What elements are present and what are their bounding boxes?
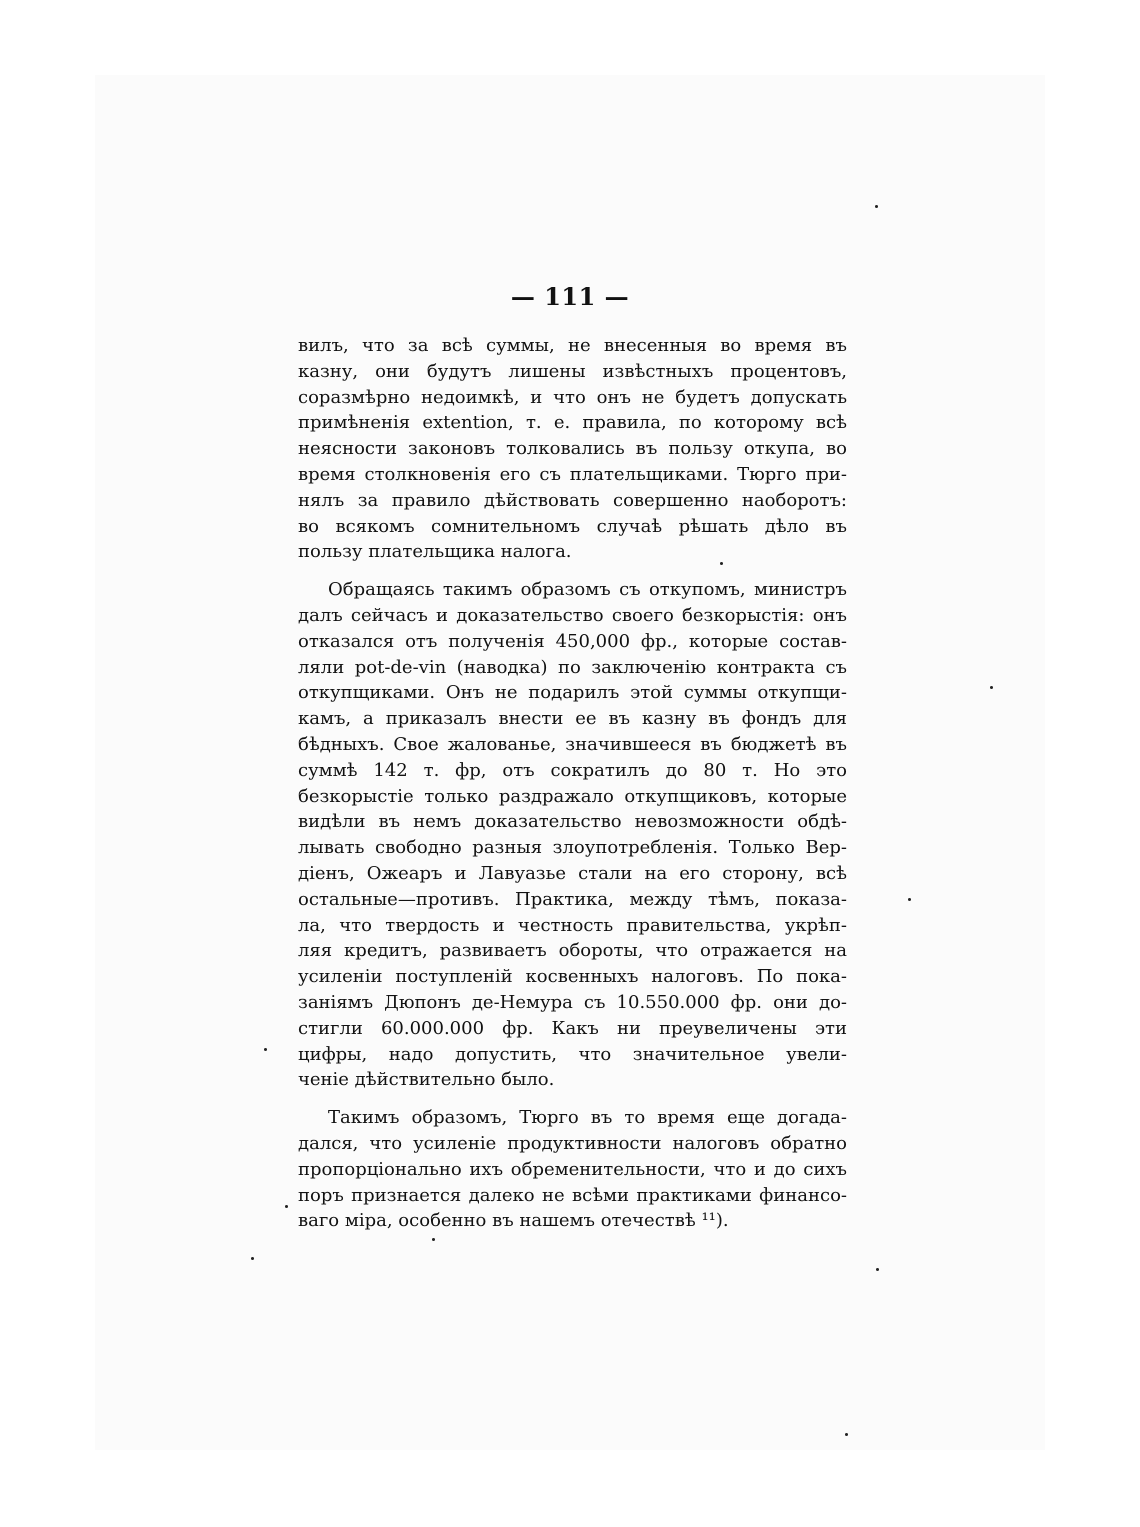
text-line: Такимъ образомъ, Тюрго въ то время еще догада-: [328, 1107, 847, 1129]
text-line: неясности законовъ толковались въ пользу откупа, во: [298, 438, 847, 460]
scan-speck: [251, 1257, 254, 1260]
text-line: бѣдныхъ. Свое жалованье, значившееся въ бюджетѣ въ: [298, 733, 847, 755]
text-line: откупщиками. Онъ не подарилъ этой суммы откупщи-: [298, 682, 847, 704]
text-line: соразмѣрно недоимкѣ, и что онъ не будетъ допускать: [298, 386, 847, 408]
text-line: далъ сейчасъ и доказательство своего безкорыстія: онъ: [298, 604, 847, 626]
scan-speck: [432, 1238, 435, 1241]
text-line: нялъ за правило дѣйствовать совершенно наоборотъ:: [298, 489, 847, 511]
scan-speck: [875, 205, 878, 208]
text-line: занiямъ Дюпонъ де-Немура съ 10.550.000 фр. они до-: [298, 991, 847, 1013]
text-line: дался, что усиленіе продуктивности налоговъ обратно: [298, 1132, 847, 1154]
text-line: ляя кредитъ, развиваетъ обороты, что отражается на: [298, 940, 847, 962]
scan-speck: [845, 1433, 848, 1436]
text-line: усиленіи поступленій косвенныхъ налоговъ. По пока-: [298, 966, 847, 988]
text-line: суммѣ 142 т. фр, отъ сократилъ до 80 т. Но это: [298, 759, 847, 781]
paragraph-2: [298, 577, 847, 1093]
text-line: пользу плательщика налога.: [298, 541, 572, 563]
text-line: видѣли въ немъ доказательство невозможности обдѣ-: [298, 811, 847, 833]
text-line: отказался отъ полученія 450,000 фр., которые состав-: [298, 630, 847, 652]
text-line: поръ признается далеко не всѣми практиками финансо-: [298, 1184, 847, 1206]
text-line: безкорыстіе только раздражало откупщиковъ, которые: [298, 785, 847, 807]
text-line: стигли 60.000.000 фр. Какъ ни преувеличены эти: [298, 1017, 847, 1039]
text-line: время столкновенія его съ плательщиками. Тюрго при-: [298, 463, 847, 485]
scan-speck: [285, 1205, 288, 1208]
text-line: ваго міра, особенно въ нашемъ отечествѣ ¹¹).: [298, 1210, 729, 1232]
text-line: цифры, надо допустить, что значительное увели-: [298, 1043, 847, 1065]
text-line: діенъ, Ожеаръ и Лавуазье стали на его сторону, всѣ: [298, 862, 847, 884]
text-line: камъ, а приказалъ внести ее въ казну въ фондъ для: [298, 708, 847, 730]
text-line: ла, что твердость и честность правительства, укрѣп-: [298, 914, 847, 936]
text-line: остальные—противъ. Практика, между тѣмъ, показа-: [298, 888, 847, 910]
scan-speck: [264, 1048, 267, 1051]
text-line: казну, они будутъ лишены извѣстныхъ процентовъ,: [298, 360, 847, 382]
body-text: [298, 333, 847, 1246]
scan-speck: [908, 898, 911, 901]
page-number: — 111 —: [510, 282, 630, 311]
scan-speck: [990, 686, 993, 689]
text-line: Обращаясь такимъ образомъ съ откупомъ, министръ: [328, 579, 847, 601]
text-line: пропорціонально ихъ обременительности, что и до сихъ: [298, 1158, 847, 1180]
paragraph-1: [298, 333, 847, 565]
text-line: во всякомъ сомнительномъ случаѣ рѣшать дѣло въ: [298, 515, 847, 537]
scan-speck: [720, 562, 723, 565]
scan-speck: [876, 1268, 879, 1271]
text-line: вилъ, что за всѣ суммы, не внесенныя во время въ: [298, 335, 847, 356]
text-line: лывать свободно разныя злоупотребленія. Только Вер-: [298, 837, 847, 859]
text-line: примѣненія extention, т. е. правила, по которому всѣ: [298, 412, 847, 434]
paragraph-3: [298, 1105, 847, 1234]
text-line: ляли pot-de-vin (наводка) по заключенію контракта съ: [298, 656, 847, 678]
text-line: ченіе дѣйствительно было.: [298, 1069, 555, 1091]
